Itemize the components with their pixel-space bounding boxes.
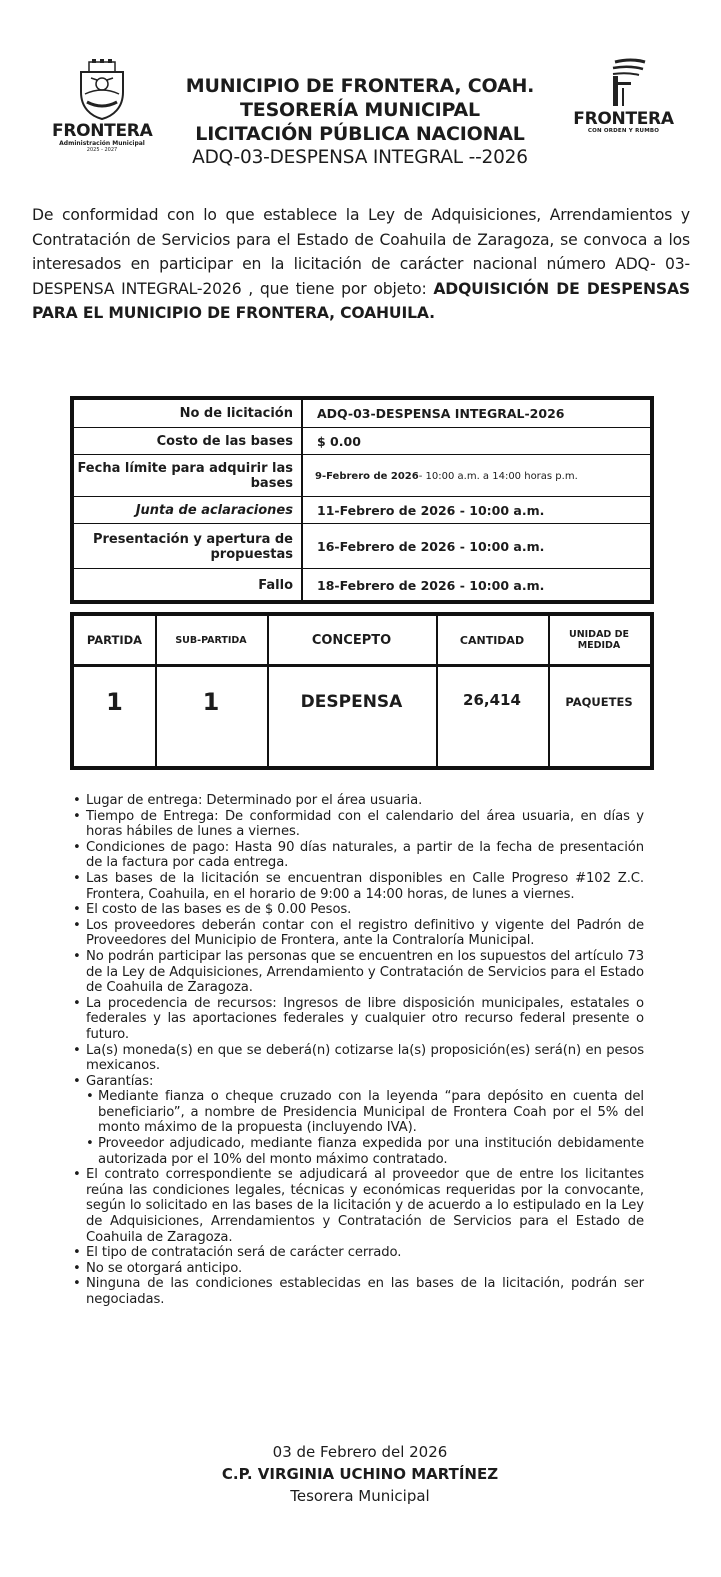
summary-value: $ 0.00 xyxy=(317,434,361,449)
right-logo-tagline: CON ORDEN Y RUMBO xyxy=(587,128,660,134)
intro-text: De conformidad con lo que establece la Ley de Adquisiciones, Arrendamientos y Contratación de Servicios para el Estado de Coahuila de Zaragoza, se convoca a los interesados en participar en la licitación de carácter nacional número ADQ- 03-DESPENSA INTEGRAL-2026 , que tiene por objeto: xyxy=(32,206,690,298)
items-table xyxy=(70,612,654,770)
intro-paragraph xyxy=(32,203,690,326)
list-item: • Condiciones de pago: Hasta 90 días naturales, a partir de la fecha de presentación de la factura por cada entrega. xyxy=(72,840,644,871)
header-cantidad: CANTIDAD xyxy=(459,633,525,647)
header-subpartida: SUB-PARTIDA xyxy=(175,634,247,646)
frontera-mark-icon xyxy=(601,58,647,108)
intro-object: ADQUISICIÓN DE DESPENSAS PARA EL MUNICIPIO DE FRONTERA, COAHUILA. xyxy=(32,279,690,322)
list-item: • No se otorgará anticipo. xyxy=(72,1261,644,1277)
tender-summary-table xyxy=(70,396,654,604)
cell-partida: 1 xyxy=(106,688,123,716)
document-header xyxy=(150,74,570,170)
list-item: • El contrato correspondiente se adjudicará al proveedor que de entre los licitantes reúna las condiciones legales, técnicas y económicas requeridas por la convocante, según lo solicitado en las bases de la licitación y de acuerdo a lo estipulado en la Ley de Adquisiciones, Arrendamientos y Contratación de Servicios para el Estado de Coahuila de Zaragoza. xyxy=(72,1167,644,1245)
summary-value-hours: - 10:00 a.m. a 14:00 horas p.m. xyxy=(418,470,578,482)
list-item: • El tipo de contratación será de carácter cerrado. xyxy=(72,1245,644,1261)
summary-value xyxy=(303,455,650,497)
summary-value-date: 9-Febrero de 2026 xyxy=(315,470,419,482)
signature-date: 03 de Febrero del 2026 xyxy=(272,1443,448,1461)
header-unidad: UNIDAD DE MEDIDA xyxy=(568,629,629,651)
list-item: • La procedencia de recursos: Ingresos de libre disposición municipales, estatales o federales y las aportaciones federales y cualquier otro recurso federal presente o futuro. xyxy=(72,996,644,1043)
left-logo-brand: FRONTERA xyxy=(52,121,153,141)
list-item: • Tiempo de Entrega: De conformidad con el calendario del área usuaria, en días y horas hábiles de lunes a viernes. xyxy=(72,809,644,840)
header-tender-type: LICITACIÓN PÚBLICA NACIONAL xyxy=(195,123,525,145)
header-tender-number: ADQ-03-DESPENSA INTEGRAL --2026 xyxy=(192,147,528,168)
cell-cantidad: 26,414 xyxy=(463,691,521,709)
header-municipality: MUNICIPIO DE FRONTERA, COAH. xyxy=(185,75,535,97)
list-item: • Garantías: xyxy=(72,1074,644,1090)
summary-label: Fallo xyxy=(74,569,303,601)
summary-row xyxy=(74,400,650,427)
summary-label: Fecha límite para adquirir las bases xyxy=(74,455,303,497)
summary-row xyxy=(74,568,650,601)
list-item: • Ninguna de las condiciones establecidas en las bases de la licitación, podrán ser negociadas. xyxy=(72,1276,644,1307)
municipal-shield-logo xyxy=(52,58,152,160)
summary-label: Costo de las bases xyxy=(74,428,303,455)
summary-value: 18-Febrero de 2026 - 10:00 a.m. xyxy=(317,577,545,593)
header-treasury: TESORERÍA MUNICIPAL xyxy=(240,99,480,121)
signature-name: C.P. VIRGINIA UCHINO MARTÍNEZ xyxy=(221,1465,499,1483)
header-concepto: CONCEPTO xyxy=(311,632,392,648)
summary-row xyxy=(74,427,650,455)
cell-subpartida: 1 xyxy=(202,688,220,716)
guarantee-item: • Proveedor adjudicado, mediante fianza expedida por una institución debidamente autorizada por el 10% del monto máximo contratado. xyxy=(72,1136,644,1167)
list-item: • Los proveedores deberán contar con el registro definitivo y vigente del Padrón de Proveedores del Municipio de Frontera, ante la Contraloría Municipal. xyxy=(72,918,644,949)
right-logo-brand: FRONTERA xyxy=(573,109,674,129)
header-partida: PARTIDA xyxy=(86,632,143,647)
summary-row xyxy=(74,454,650,497)
summary-label: Junta de aclaraciones xyxy=(74,497,303,524)
frontera-brand-logo xyxy=(566,58,681,148)
list-item: • El costo de las bases es de $ 0.00 Pesos. xyxy=(72,902,644,918)
list-item: • Lugar de entrega: Determinado por el área usuaria. xyxy=(72,793,644,809)
list-item: • No podrán participar las personas que se encuentren en los supuestos del artículo 73 de la Ley de Adquisiciones, Arrendamiento y Contratación de Servicios para el Estado de Coahuila de Zaragoza. xyxy=(72,949,644,996)
conditions-list xyxy=(72,793,644,1308)
signature-block xyxy=(170,1441,550,1507)
cell-concepto: DESPENSA xyxy=(300,692,403,712)
left-logo-years: 2025 - 2027 xyxy=(86,147,118,153)
summary-label: Presentación y apertura de propuestas xyxy=(74,524,303,569)
guarantee-item: • Mediante fianza o cheque cruzado con la leyenda “para depósito en cuenta del beneficiario”, a nombre de Presidencia Municipal de Frontera Coah por el 5% del monto máximo de la propuesta (incluyendo IVA). xyxy=(72,1089,644,1136)
summary-value: 11-Febrero de 2026 - 10:00 a.m. xyxy=(317,503,545,518)
summary-value: ADQ-03-DESPENSA INTEGRAL-2026 xyxy=(317,406,565,421)
list-item: • Las bases de la licitación se encuentran disponibles en Calle Progreso #102 Z.C. Frontera, Coahuila, en el horario de 9:00 a 14:00 horas, de lunes a viernes. xyxy=(72,871,644,902)
summary-value: 16-Febrero de 2026 - 10:00 a.m. xyxy=(317,539,545,554)
left-logo-subtitle: Administración Municipal xyxy=(59,140,145,147)
signature-title: Tesorera Municipal xyxy=(290,1487,430,1505)
summary-label: No de licitación xyxy=(74,400,303,427)
coat-of-arms-icon xyxy=(75,58,129,120)
list-item: • La(s) moneda(s) en que se deberá(n) cotizarse la(s) proposición(es) será(n) en pesos mexicanos. xyxy=(72,1043,644,1074)
cell-unidad: PAQUETES xyxy=(565,695,633,709)
summary-row xyxy=(74,523,650,569)
summary-row xyxy=(74,496,650,524)
